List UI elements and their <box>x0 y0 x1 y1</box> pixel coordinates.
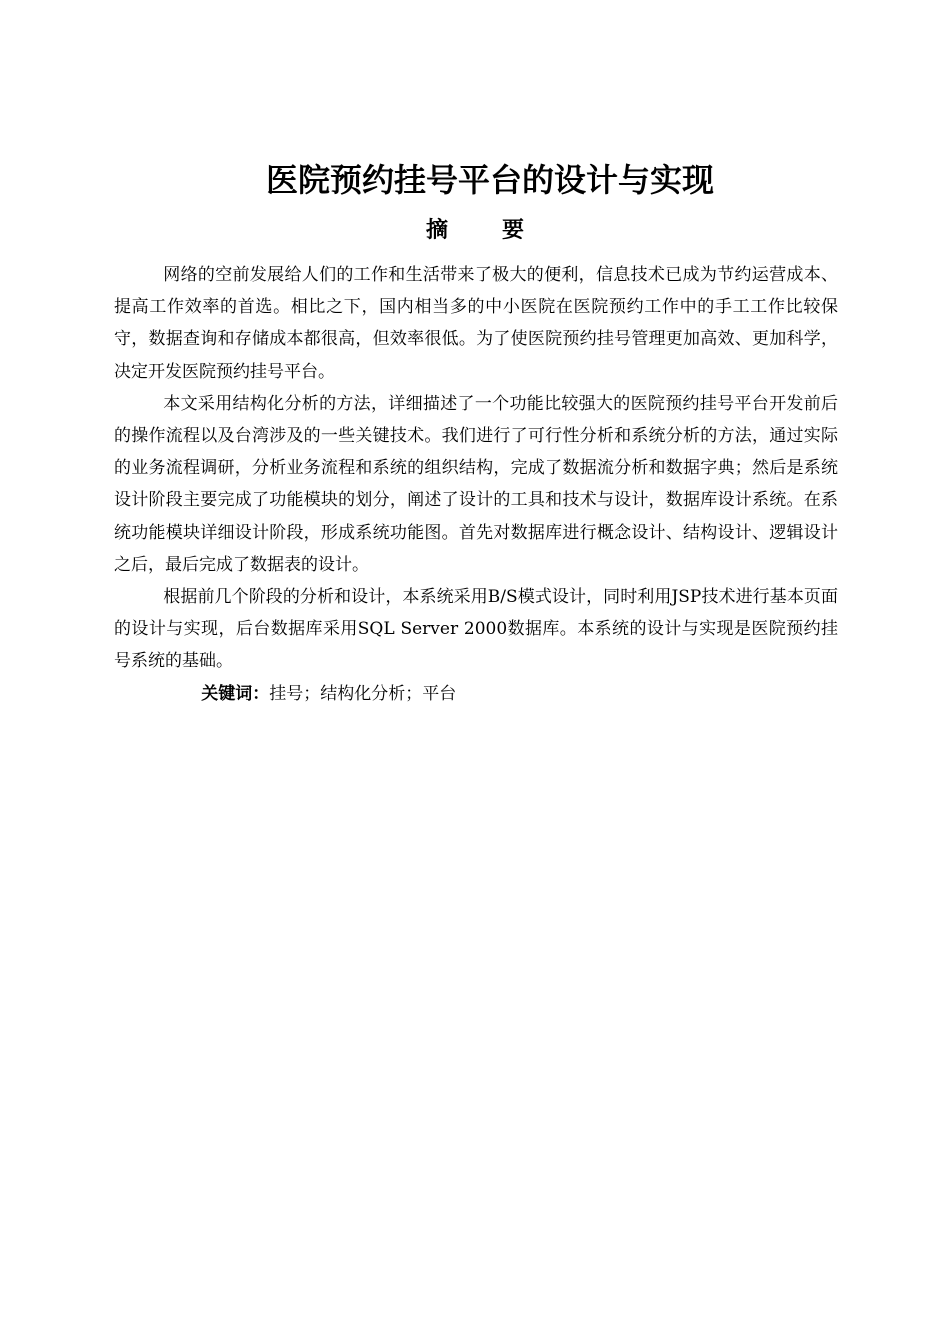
abstract-heading-left: 摘 <box>425 217 448 243</box>
paper-title: 医院预约挂号平台的设计与实现 <box>265 161 714 199</box>
keywords-label: 关键词： <box>201 683 270 704</box>
abstract-paragraph-3: 根据前几个阶段的分析和设计，本系统采用B/S模式设计，同时利用JSP技术进行基本页面的设计与实现，后台数据库采用SQL Server 2000数据库。本系统的设计与实现是医院预约挂号系统的基础。 <box>114 587 838 672</box>
abstract-paragraph-2: 本文采用结构化分析的方法，详细描述了一个功能比较强大的医院预约挂号平台开发前后的操作流程以及台湾涉及的一些关键技术。我们进行了可行性分析和系统分析的方法，通过实际的业务流程调研，分析业务流程和系统的组织结构，完成了数据流分析和数据字典；然后是系统设计阶段主要完成了功能模块的划分，阐述了设计的工具和技术与设计，数据库设计系统。在系统功能模块详细设计阶段，形成系统功能图。首先对数据库进行概念设计、结构设计、逻辑设计之后，最后完成了数据表的设计。 <box>114 393 838 575</box>
abstract-heading <box>0 214 950 246</box>
abstract-body <box>114 259 838 710</box>
keywords-value: 挂号；结构化分析；平台 <box>269 683 457 704</box>
keywords-line <box>114 678 838 710</box>
abstract-paragraph-1: 网络的空前发展给人们的工作和生活带来了极大的便利，信息技术已成为节约运营成本、提高工作效率的首选。相比之下，国内相当多的中小医院在医院预约工作中的手工工作比较保守，数据查询和存储成本都很高，但效率很低。为了使医院预约挂号管理更加高效、更加科学，决定开发医院预约挂号平台。 <box>114 265 838 382</box>
abstract-heading-right: 要 <box>502 217 525 243</box>
